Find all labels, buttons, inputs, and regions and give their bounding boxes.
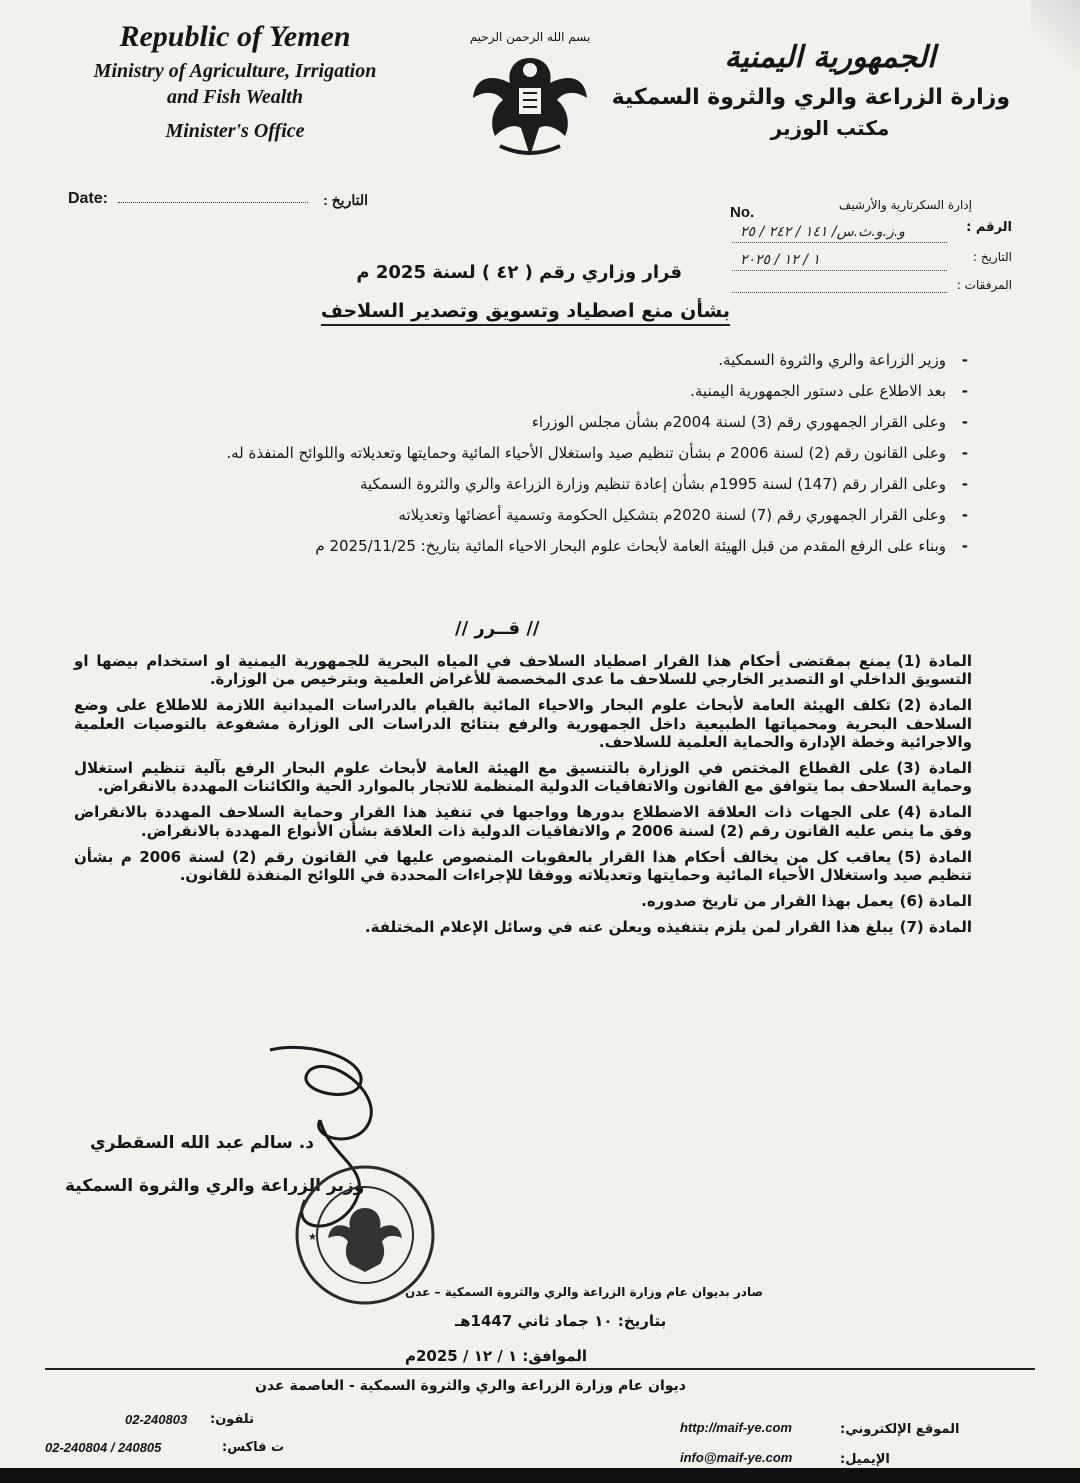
article-label: المادة (4) — [897, 803, 973, 822]
article-label: المادة (6) — [899, 892, 972, 911]
footer-phone-label: تلفون: — [210, 1412, 254, 1427]
footer-phone: 02-240803 — [125, 1412, 188, 1427]
reference-no-label: No. — [730, 204, 755, 221]
article-text: يعمل بهذا القرار من تاريخ صدوره. — [641, 892, 894, 911]
article-text: يمنع بمقتضى أحكام هذا القرار اصطياد السلاحف في المياه البحرية للجمهورية اليمنية او استخدام بيضها او التسويق الداخلي او التصدير الخارجي للسلاحف ما عدى المخصصة للأغراض العلمية وبترخيص من الوزارة. — [74, 652, 972, 689]
date-label-ar: التاريخ : — [323, 192, 368, 208]
article-text: على الجهات ذات العلاقة الاضطلاع بدورها وواجبها في تنفيذ هذا القرار وحماية السلاحف المهددة بالانقراض وفق ما ينص عليه القانون رقم (2) لسنة 2006 م والاتفاقيات الدولية ذات العلاقة بشأن الأنواع المهددة بالانقراض. — [74, 803, 972, 840]
date-label-en: Date: — [68, 190, 109, 207]
footer-website-link[interactable]: http://maif-ye.com — [680, 1420, 792, 1435]
ministry-en-line2: and Fish Wealth — [167, 86, 303, 108]
english-header — [60, 20, 410, 143]
reference-number-line — [732, 242, 947, 243]
article — [74, 696, 972, 751]
preamble-item: - بعد الاطلاع على دستور الجمهورية اليمنية. — [88, 383, 968, 400]
issuance-hijri-date: بتاريخ: ١٠ جماد ثاني 1447هـ — [455, 1312, 667, 1330]
decided-heading: // قــرر // — [455, 618, 540, 639]
country-ar: الجمهورية اليمنية — [724, 40, 936, 75]
reference-dept: إدارة السكرتارية والأرشيف — [838, 198, 972, 212]
article — [74, 848, 972, 884]
article-label: المادة (7) — [899, 918, 972, 937]
footer-web-label: الموقع الإلكتروني: — [840, 1422, 960, 1437]
page-fold — [1030, 0, 1080, 70]
preamble-item: - وزير الزراعة والري والثروة السمكية. — [88, 352, 968, 369]
article-label: المادة (2) — [897, 696, 972, 715]
reference-number-label: الرقم : — [966, 220, 1012, 235]
article — [74, 759, 972, 795]
footer-divider — [45, 1368, 1035, 1370]
article-label: المادة (1) — [896, 652, 972, 670]
reference-stamp — [712, 180, 1012, 305]
reference-date-line — [732, 270, 947, 271]
footer-email-link[interactable]: info@maif-ye.com — [680, 1450, 793, 1465]
article-text: على القطاع المختص في الوزارة بالتنسيق مع الهيئة العامة لأبحاث علوم البحار الرفع بآلية تنظيم استغلال وحماية السلاحف بما يتوافق مع القانون والاتفاقيات الدولية المنظمة للاتجار بالموارد الحية والكائنات المهددة بالانقراض. — [74, 759, 972, 796]
footer-fax-label: ت فاكس: — [222, 1440, 285, 1455]
issuance-gregorian-date: الموافق: ١ / ١٢ / 2025م — [405, 1347, 588, 1365]
preamble-list — [88, 352, 968, 569]
footer-fax: 02-240804 / 240805 — [45, 1440, 162, 1455]
footer-address: ديوان عام وزارة الزراعة والري والثروة السمكية - العاصمة عدن — [255, 1378, 686, 1394]
svg-text:★: ★ — [308, 1232, 317, 1243]
article — [74, 918, 972, 936]
preamble-item: - وعلى القرار الجمهوري رقم (3) لسنة 2004م بشأن مجلس الوزراء — [88, 414, 968, 431]
preamble-item: - وعلى القانون رقم (2) لسنة 2006 م بشأن تنظيم صيد واستغلال الأحياء المائية وحمايتها وتعديلاته واللوائح المنفذة له. — [88, 445, 968, 462]
article-label: المادة (3) — [896, 759, 972, 778]
reference-date-value: ١ / ١٢ / ٢٠٢٥ — [740, 252, 820, 268]
article-text: يبلغ هذا القرار لمن يلزم بتنفيذه ويعلن عنه في وسائل الإعلام المختلفة. — [364, 918, 894, 937]
ministry-ar: وزارة الزراعة والري والثروة السمكية — [611, 85, 1010, 110]
country-en: Republic of Yemen — [119, 20, 351, 53]
reference-attachments-line — [732, 292, 947, 293]
basmala: بسم الله الرحمن الرحيم — [469, 30, 591, 44]
signatory-title: وزير الزراعة والري والثروة السمكية — [65, 1176, 365, 1196]
office-en: Minister's Office — [165, 120, 305, 142]
preamble-item: - وبناء على الرفع المقدم من قبل الهيئة العامة لأبحاث علوم البحار الاحياء المائية بتاريخ: 2025/11/25 م — [88, 538, 968, 555]
photo-bottom-edge — [0, 1468, 1080, 1483]
article-label: المادة (5) — [897, 847, 972, 866]
article — [74, 803, 972, 839]
footer-email-label: الإيميل: — [840, 1452, 890, 1467]
date-field — [68, 190, 368, 208]
preamble-item: - وعلى القرار رقم (147) لسنة 1995م بشأن إعادة تنظيم وزارة الزراعة والري والثروة السمكية — [88, 476, 968, 493]
office-ar: مكتب الوزير — [770, 116, 890, 140]
preamble-item: - وعلى القرار الجمهوري رقم (7) لسنة 2020م بتشكيل الحكومة وتسمية أعضائها وتعديلاته — [88, 507, 968, 524]
article-text: يعاقب كل من يخالف أحكام هذا القرار بالعقوبات المنصوص عليها في القانون رقم (2) لسنة 2006 م بشأن تنظيم صيد واستغلال الأحياء المائية وحمايتها وتعديلاته ووفقا للإجراءات المحددة في اللوائح المنفذة للقانون. — [74, 847, 972, 885]
date-dotted-line — [118, 202, 308, 203]
arabic-header — [611, 40, 1010, 140]
decision-title: قرار وزاري رقم ( ٤٢ ) لسنة 2025 م — [356, 262, 682, 283]
article-text: تكلف الهيئة العامة لأبحاث علوم البحار والاحياء المائية بالقيام بالدراسات الميدانية اللازمة للاطلاع على وضع السلاحف البحرية ومحمياتها الطبيعية داخل الجمهورية والرفع بنتائج الدراسات الى الوزارة مشفوعة بالتوصيات العلمية والاجرائية وخطة الإدارة والحماية العلمية للسلاحف. — [74, 696, 972, 751]
article — [74, 892, 972, 910]
reference-number-value: و.ز.و.ث.س/ ١٤١ / ٢٤٢ / ٢٥ — [740, 224, 905, 240]
signatory-name: د. سالم عبد الله السقطري — [90, 1133, 314, 1153]
ministry-en-line1: Ministry of Agriculture, Irrigation — [93, 60, 377, 82]
article — [74, 652, 972, 688]
reference-attachments-label: المرفقات : — [956, 278, 1012, 292]
articles — [74, 652, 972, 945]
decision-subtitle: بشأن منع اصطياد وتسويق وتصدير السلاحف — [321, 300, 730, 326]
issued-by: صادر بديوان عام وزارة الزراعة والري والثروة السمكية – عدن — [405, 1285, 764, 1299]
reference-date-label: التاريخ : — [972, 250, 1012, 264]
yemen-eagle-emblem-icon — [455, 28, 605, 168]
